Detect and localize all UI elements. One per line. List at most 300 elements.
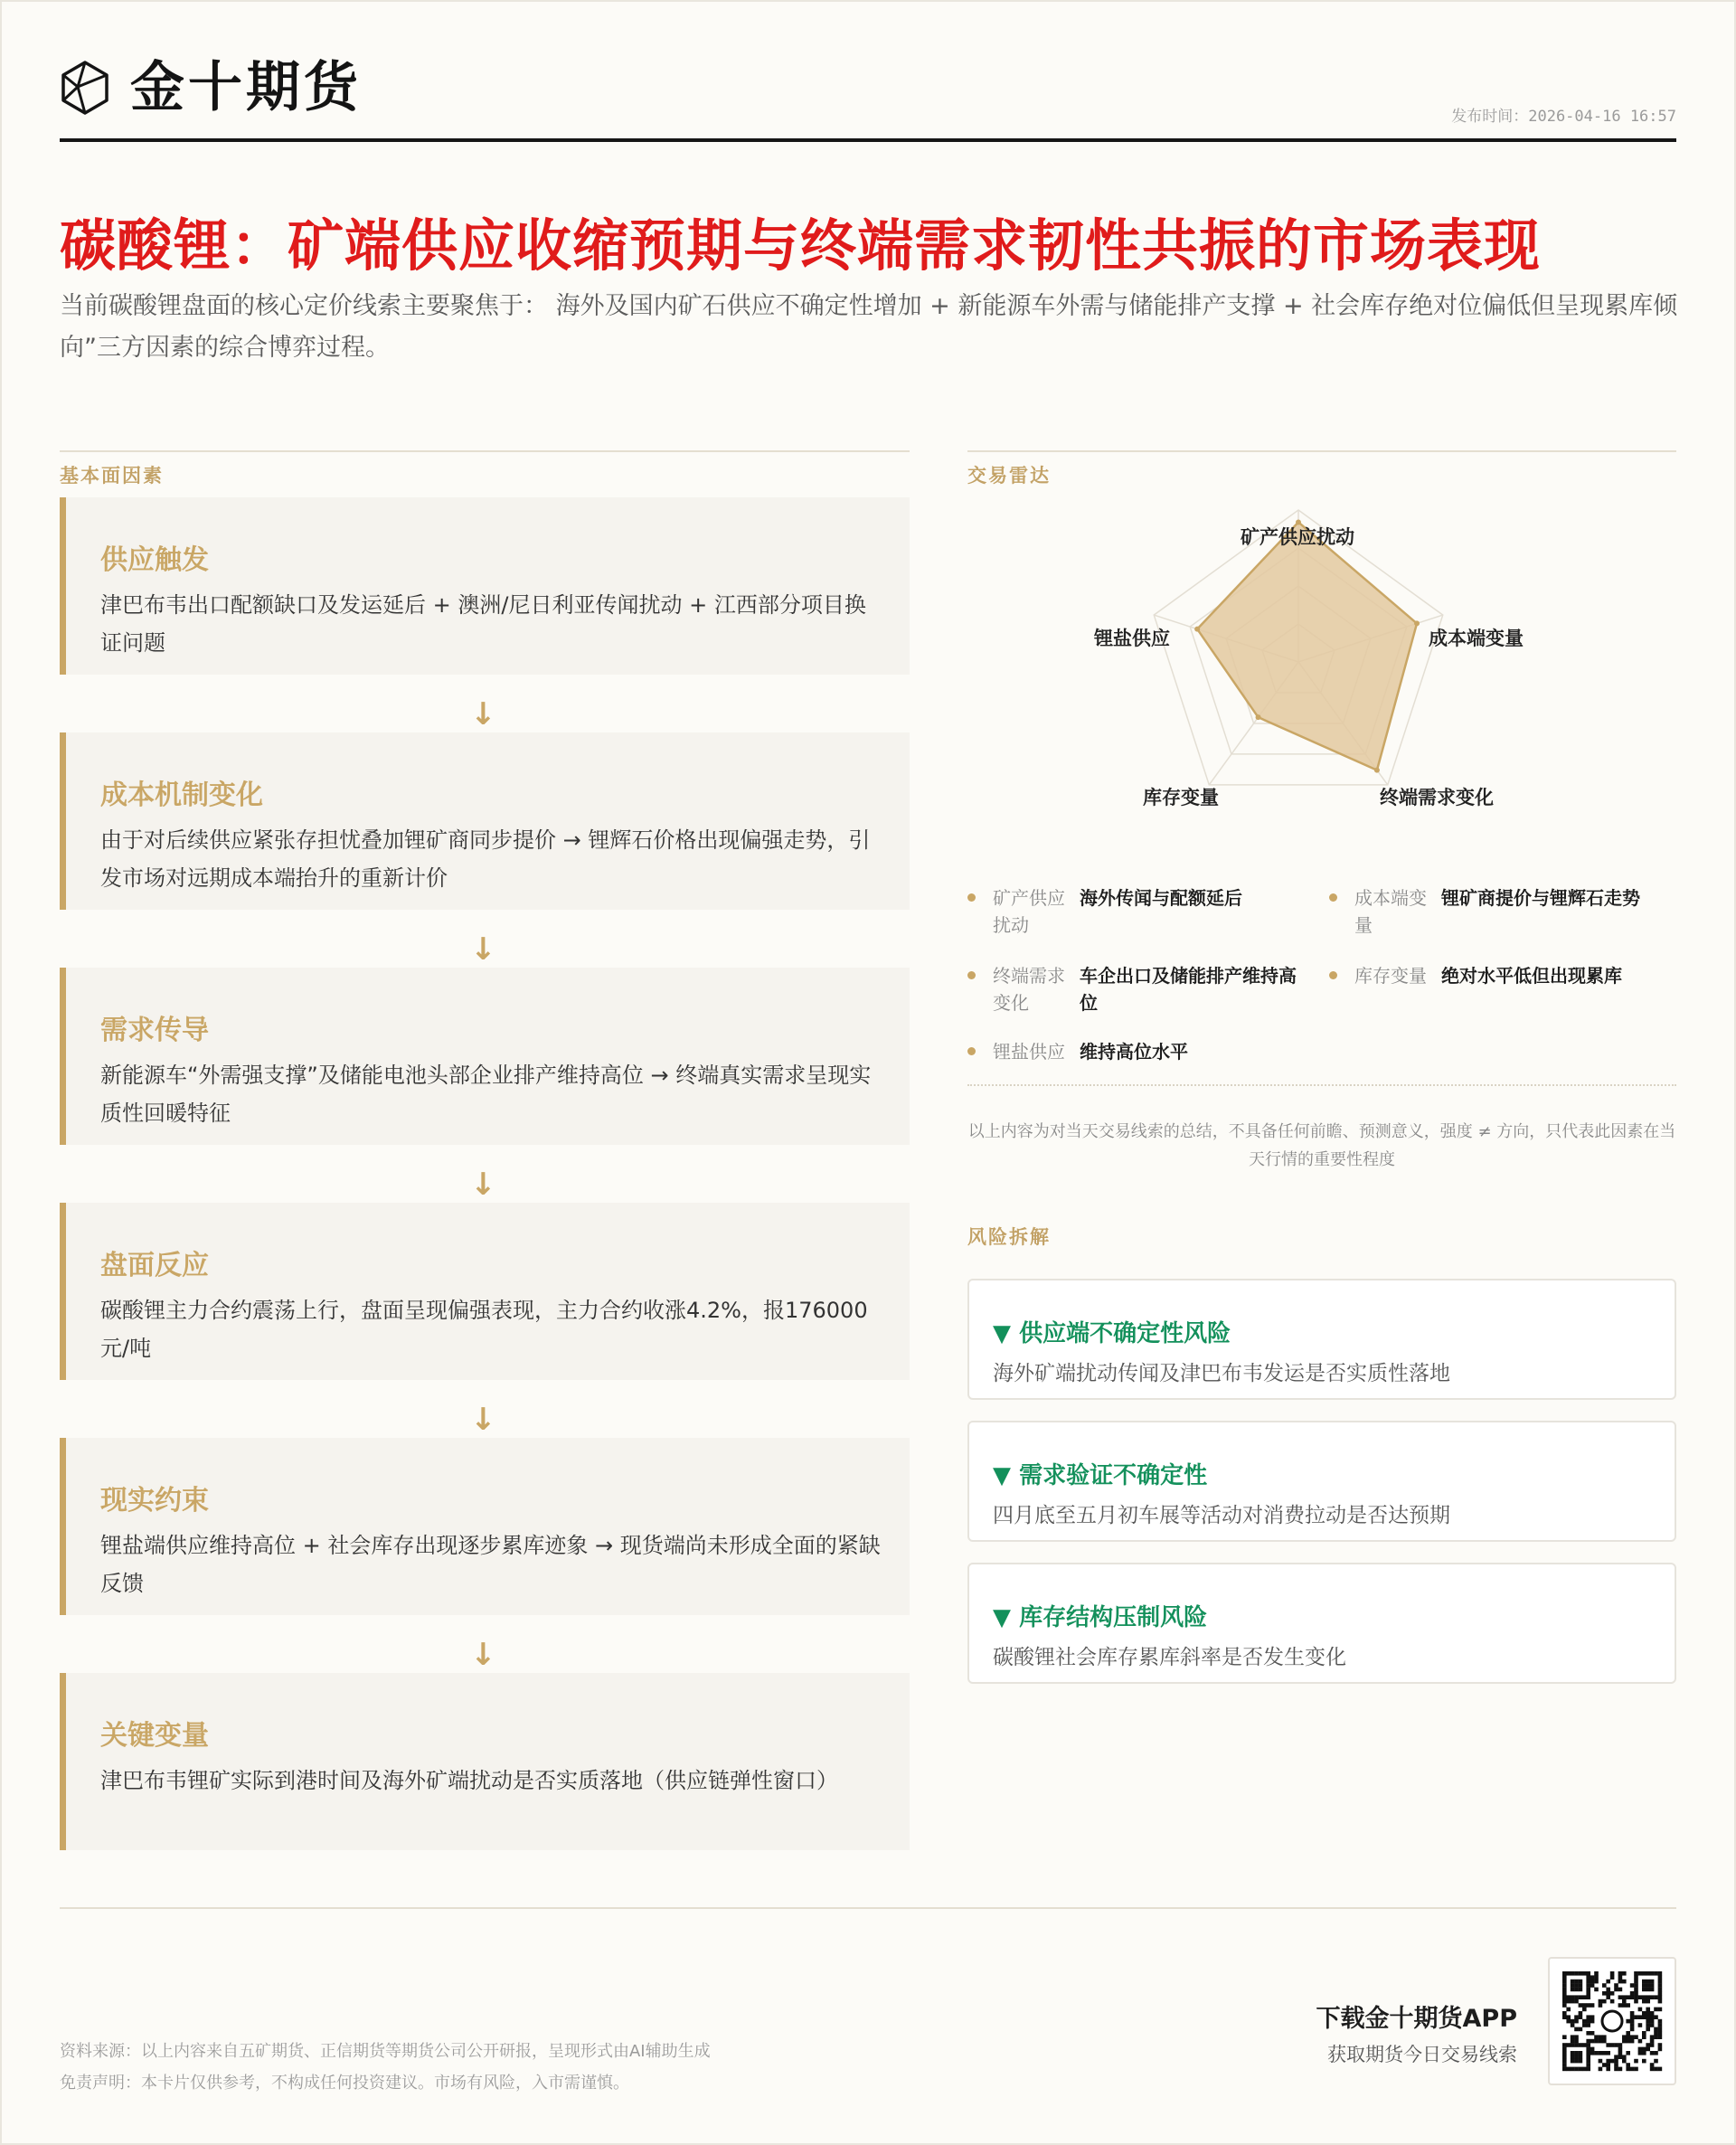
qr-module: [1574, 1995, 1579, 1999]
qr-module: [1634, 2035, 1638, 2039]
qr-module: [1590, 2019, 1595, 2024]
qr-module: [1574, 1999, 1579, 2004]
qr-module: [1579, 2067, 1583, 2072]
flow-arrow: ↓: [470, 931, 496, 968]
qr-module: [1574, 1988, 1579, 1992]
radar-heading: 交易雷达: [967, 465, 1051, 487]
qr-module: [1614, 2059, 1618, 2064]
header-divider: [60, 138, 1676, 142]
qr-module: [1571, 1988, 1575, 1992]
qr-module: [1626, 2003, 1630, 2008]
qr-module: [1646, 2015, 1650, 2019]
qr-module: [1618, 1975, 1623, 1980]
factor-body: 碳酸锂主力合约震荡上行，盘面呈现偏强表现，主力合约收涨4.2%，报176000元/吨: [100, 1298, 868, 1361]
qr-module: [1658, 2047, 1663, 2052]
legend-dot: [967, 893, 976, 902]
qr-module: [1610, 1971, 1615, 1976]
section-rule: [60, 450, 910, 452]
qr-module: [1626, 2063, 1630, 2067]
qr-module: [1630, 2023, 1635, 2027]
qr-module: [1618, 1988, 1623, 1992]
qr-module: [1586, 1975, 1590, 1980]
qr-module: [1566, 2067, 1571, 2072]
qr-module: [1594, 2035, 1599, 2039]
qr-module: [1606, 1988, 1610, 1992]
qr-module: [1566, 2015, 1571, 2019]
qr-module: [1582, 2003, 1587, 2008]
qr-module: [1562, 1988, 1567, 1992]
factor-card-cost: [60, 732, 910, 910]
qr-module: [1571, 2059, 1575, 2064]
qr-module: [1634, 1995, 1638, 1999]
legend-dot: [1329, 893, 1337, 902]
qr-module: [1606, 2051, 1610, 2055]
qr-module: [1579, 2055, 1583, 2059]
qr-module: [1654, 1995, 1658, 1999]
qr-module: [1606, 2063, 1610, 2067]
qr-module: [1646, 1995, 1650, 1999]
qr-module: [1566, 2019, 1571, 2024]
risk-body: 海外矿端扰动传闻及津巴布韦发运是否实质性落地: [993, 1362, 1450, 1385]
qr-module: [1658, 2027, 1663, 2032]
qr-module: [1562, 2059, 1567, 2064]
qr-module: [1582, 1995, 1587, 1999]
qr-module: [1579, 2003, 1583, 2008]
radar-axis-label: 成本端变量: [1429, 628, 1524, 649]
qr-module: [1650, 1980, 1655, 1984]
qr-module: [1606, 2059, 1610, 2064]
qr-module: [1630, 1995, 1635, 1999]
qr-module: [1614, 2055, 1618, 2059]
qr-module: [1638, 2047, 1643, 2052]
qr-module: [1574, 2059, 1579, 2064]
qr-module: [1590, 2047, 1595, 2052]
qr-module: [1642, 2031, 1646, 2036]
qr-module: [1562, 2015, 1567, 2019]
qr-module: [1618, 2003, 1623, 2008]
legend-value: 海外传闻与配额延后: [1080, 887, 1242, 909]
qr-module: [1626, 2039, 1630, 2044]
legend-key: 锂盐供应: [993, 1041, 1065, 1063]
qr-module: [1650, 2023, 1655, 2027]
qr-module: [1579, 2011, 1583, 2016]
qr-module: [1634, 1983, 1638, 1988]
qr-module: [1618, 2043, 1623, 2047]
qr-module: [1650, 2063, 1655, 2067]
qr-module: [1571, 2043, 1575, 2047]
risk-header: [967, 1223, 1676, 1255]
header: [60, 52, 1676, 141]
qr-module: [1642, 2015, 1646, 2019]
triangle-down-icon: ▼: [993, 1462, 1011, 1489]
flow-arrow: ↓: [470, 1637, 496, 1673]
qr-module: [1630, 2015, 1635, 2019]
qr-module: [1586, 1980, 1590, 1984]
qr-module: [1602, 2039, 1607, 2044]
qr-code-graphic: [1550, 1959, 1675, 2084]
qr-module: [1562, 2067, 1567, 2072]
risk-card: [967, 1279, 1676, 1400]
qr-module: [1642, 1995, 1646, 1999]
qr-module: [1646, 2043, 1650, 2047]
radar-chart: [967, 506, 1676, 832]
legend-key: 成本端变量: [1354, 887, 1427, 936]
factor-title: 供应触发: [100, 544, 209, 576]
qr-module: [1574, 2043, 1579, 2047]
qr-module: [1658, 1991, 1663, 1996]
qr-module: [1622, 2055, 1627, 2059]
legend-dot: [1329, 971, 1337, 979]
qr-module: [1658, 1988, 1663, 1992]
factor-title: 关键变量: [100, 1720, 209, 1752]
risk-card: [967, 1421, 1676, 1542]
footer-divider: [60, 1907, 1676, 1909]
qr-module: [1622, 1971, 1627, 1976]
qr-module: [1571, 1983, 1575, 1988]
qr-module: [1634, 2059, 1638, 2064]
qr-module: [1638, 2023, 1643, 2027]
qr-module: [1562, 1995, 1567, 1999]
qr-module: [1630, 2039, 1635, 2044]
factor-card-market: [60, 1203, 910, 1380]
qr-module: [1599, 2003, 1603, 2008]
qr-module: [1574, 2051, 1579, 2055]
qr-module: [1574, 2035, 1579, 2039]
qr-module: [1626, 2031, 1630, 2036]
section-rule: [967, 450, 1676, 452]
qr-module: [1634, 2067, 1638, 2072]
qr-module: [1574, 2015, 1579, 2019]
factor-card-constraint: [60, 1438, 910, 1615]
qr-module: [1658, 1971, 1663, 1976]
qr-module: [1638, 2039, 1643, 2044]
factor-title: 盘面反应: [100, 1250, 209, 1281]
qr-module: [1650, 2043, 1655, 2047]
qr-module: [1574, 2067, 1579, 2072]
qr-module: [1658, 2067, 1663, 2072]
qr-module: [1634, 1988, 1638, 1992]
qr-module: [1622, 2003, 1627, 2008]
qr-module: [1638, 2008, 1643, 2012]
qr-module: [1579, 2059, 1583, 2064]
qr-module: [1610, 2043, 1615, 2047]
qr-module: [1618, 2055, 1623, 2059]
qr-module: [1634, 1975, 1638, 1980]
qr-module: [1571, 2019, 1575, 2024]
qr-module: [1602, 1999, 1607, 2004]
qr-module: [1586, 1988, 1590, 1992]
qr-module: [1654, 2031, 1658, 2036]
qr-module: [1642, 2059, 1646, 2064]
qr-module: [1642, 2051, 1646, 2055]
qr-module: [1579, 1980, 1583, 1984]
risk-title-text: 需求验证不确定性: [1019, 1462, 1208, 1489]
qr-module: [1571, 1971, 1575, 1976]
qr-module: [1599, 2035, 1603, 2039]
qr-module: [1602, 1991, 1607, 1996]
qr-module: [1622, 2039, 1627, 2044]
disclaimer-note: 免责声明：本卡片仅供参考，不构成任何投资建议。市场有风险，入市需谨慎。: [60, 2074, 629, 2093]
qr-module: [1618, 1995, 1623, 1999]
qr-module: [1562, 2051, 1567, 2055]
radar-header: [967, 450, 1676, 487]
factor-body: 由于对后续供应紧张存担忧叠加锂矿商同步提价 → 锂辉石价格出现偏强走势，引发市场对远期成本端抬升的重新计价: [100, 827, 871, 891]
radar-data-point: [1256, 714, 1261, 720]
legend-value: 维持高位水平: [1080, 1041, 1188, 1063]
qr-module: [1658, 1999, 1663, 2004]
qr-module: [1562, 1991, 1567, 1996]
legend-key: 终端需求变化: [993, 965, 1065, 1014]
qr-module: [1566, 1999, 1571, 2004]
qr-module: [1658, 2008, 1663, 2012]
qr-module: [1634, 1999, 1638, 2004]
qr-module: [1562, 2047, 1567, 2052]
qr-module: [1642, 2011, 1646, 2016]
qr-module: [1586, 1995, 1590, 1999]
qr-module: [1638, 1995, 1643, 1999]
triangle-down-icon: ▼: [993, 1320, 1011, 1347]
radar-data-point: [1374, 768, 1380, 773]
qr-module: [1630, 1991, 1635, 1996]
qr-module: [1566, 1995, 1571, 1999]
qr-module: [1650, 1971, 1655, 1976]
qr-module: [1586, 2019, 1590, 2024]
qr-module: [1658, 1975, 1663, 1980]
radar-data-point: [1414, 620, 1420, 626]
legend-key: 库存变量: [1354, 965, 1427, 987]
qr-module: [1646, 1988, 1650, 1992]
qr-module: [1658, 1980, 1663, 1984]
qr-module: [1579, 1983, 1583, 1988]
publish-datetime: 2026-04-16 16:57: [1528, 108, 1676, 126]
qr-module: [1590, 2003, 1595, 2008]
qr-module: [1582, 2043, 1587, 2047]
qr-module: [1622, 1999, 1627, 2004]
qr-module: [1650, 1983, 1655, 1988]
legend-divider: [967, 1084, 1676, 1086]
qr-module: [1614, 1983, 1618, 1988]
risk-title: [993, 1457, 1207, 1490]
qr-module: [1638, 2015, 1643, 2019]
qr-module: [1650, 2051, 1655, 2055]
qr-module: [1586, 2039, 1590, 2044]
qr-module: [1586, 1983, 1590, 1988]
qr-module: [1630, 1983, 1635, 1988]
qr-module: [1586, 2031, 1590, 2036]
legend-value: 绝对水平低但出现累库: [1441, 965, 1622, 987]
qr-module: [1586, 2047, 1590, 2052]
qr-module: [1562, 1971, 1567, 1976]
qr-module: [1650, 2039, 1655, 2044]
qr-module: [1562, 2055, 1567, 2059]
risk-body: 碳酸锂社会库存累库斜率是否发生变化: [993, 1646, 1346, 1669]
qr-code-icon[interactable]: [1548, 1957, 1676, 2085]
qr-module: [1626, 2019, 1630, 2024]
factor-body: 锂盐端供应维持高位 + 社会库存出现逐步累库迹象 → 现货端尚未形成全面的紧缺反馈: [100, 1533, 881, 1596]
qr-module: [1654, 2015, 1658, 2019]
fundamentals-header: [60, 450, 910, 487]
qr-module: [1594, 2051, 1599, 2055]
qr-module: [1562, 1975, 1567, 1980]
qr-module: [1658, 2031, 1663, 2036]
qr-module: [1586, 2059, 1590, 2064]
qr-module: [1582, 2008, 1587, 2012]
flow-arrow: ↓: [470, 696, 496, 732]
qr-module: [1622, 1995, 1627, 1999]
qr-module: [1562, 2043, 1567, 2047]
qr-module: [1606, 1995, 1610, 1999]
factor-body: 新能源车“外需强支撑”及储能电池头部企业排产维持高位 → 终端真实需求呈现实质性回暖特征: [100, 1063, 872, 1126]
qr-center-logo: [1602, 2011, 1622, 2031]
qr-module: [1562, 2063, 1567, 2067]
qr-module: [1630, 2035, 1635, 2039]
qr-module: [1622, 1980, 1627, 1984]
qr-module: [1571, 2023, 1575, 2027]
qr-module: [1654, 2027, 1658, 2032]
risk-title-text: 库存结构压制风险: [1019, 1604, 1208, 1631]
qr-module: [1650, 2015, 1655, 2019]
qr-module: [1594, 1980, 1599, 1984]
qr-module: [1658, 1995, 1663, 1999]
qr-module: [1642, 1999, 1646, 2004]
qr-module: [1610, 2059, 1615, 2064]
qr-module: [1579, 2027, 1583, 2032]
legend-dot: [967, 971, 976, 979]
qr-module: [1586, 2051, 1590, 2055]
risk-card: [967, 1563, 1676, 1684]
qr-module: [1590, 1980, 1595, 1984]
qr-module: [1658, 2019, 1663, 2024]
qr-module: [1658, 1983, 1663, 1988]
qr-module: [1642, 1971, 1646, 1976]
qr-module: [1634, 1991, 1638, 1996]
risk-heading: 风险拆解: [967, 1226, 1051, 1248]
qr-module: [1646, 2023, 1650, 2027]
qr-module: [1638, 2051, 1643, 2055]
source-note: 资料来源：以上内容来自五矿期货、正信期货等期货公司公开研报，呈现形式由AI辅助生成: [60, 2042, 711, 2061]
triangle-down-icon: ▼: [993, 1604, 1011, 1631]
qr-module: [1650, 2067, 1655, 2072]
qr-module: [1618, 1971, 1623, 1976]
qr-module: [1654, 2067, 1658, 2072]
qr-module: [1571, 2051, 1575, 2055]
radar-axis-label: 库存变量: [1143, 787, 1219, 808]
qr-module: [1586, 2067, 1590, 2072]
radar-axis-label: 锂盐供应: [1094, 628, 1170, 649]
flow-arrow: ↓: [470, 1167, 496, 1203]
factor-body: 津巴布韦出口配额缺口及发运延后 + 澳洲/尼日利亚传闻扰动 + 江西部分项目换证问题: [100, 592, 866, 656]
app-download-title[interactable]: 下载金十期货APP: [1316, 2005, 1517, 2033]
qr-module: [1590, 2051, 1595, 2055]
qr-module: [1574, 2055, 1579, 2059]
qr-module: [1602, 1983, 1607, 1988]
qr-module: [1630, 2027, 1635, 2032]
factor-card-demand: [60, 968, 910, 1145]
qr-module: [1650, 2011, 1655, 2016]
qr-module: [1582, 1971, 1587, 1976]
qr-module: [1562, 2035, 1567, 2039]
legend-value: 车企出口及储能排产维持高位: [1080, 965, 1297, 1014]
qr-module: [1599, 2051, 1603, 2055]
qr-module: [1562, 2003, 1567, 2008]
qr-module: [1599, 2067, 1603, 2072]
publish-time: [1451, 103, 1676, 126]
qr-module: [1602, 2051, 1607, 2055]
factor-title: 现实约束: [100, 1485, 209, 1517]
qr-module: [1642, 1988, 1646, 1992]
qr-module: [1599, 2059, 1603, 2064]
qr-module: [1579, 1988, 1583, 1992]
qr-module: [1618, 2047, 1623, 2052]
qr-module: [1579, 2043, 1583, 2047]
qr-module: [1562, 1983, 1567, 1988]
qr-module: [1642, 1980, 1646, 1984]
qr-module: [1622, 2035, 1627, 2039]
qr-module: [1654, 1971, 1658, 1976]
qr-module: [1586, 2055, 1590, 2059]
qr-module: [1571, 1980, 1575, 1984]
qr-module: [1610, 1975, 1615, 1980]
qr-module: [1571, 1999, 1575, 2004]
qr-module: [1579, 1971, 1583, 1976]
qr-module: [1586, 2023, 1590, 2027]
qr-module: [1566, 2043, 1571, 2047]
qr-module: [1646, 1971, 1650, 1976]
qr-module: [1590, 1983, 1595, 1988]
qr-module: [1590, 2039, 1595, 2044]
qr-module: [1606, 2043, 1610, 2047]
qr-module: [1606, 2067, 1610, 2072]
qr-module: [1630, 2019, 1635, 2024]
qr-module: [1582, 2023, 1587, 2027]
qr-module: [1610, 1991, 1615, 1996]
qr-module: [1571, 2039, 1575, 2044]
qr-module: [1574, 1980, 1579, 1984]
qr-module: [1566, 2008, 1571, 2012]
qr-module: [1630, 2067, 1635, 2072]
qr-module: [1658, 2043, 1663, 2047]
qr-module: [1586, 1971, 1590, 1976]
legend-key: 矿产供应扰动: [993, 887, 1065, 936]
qr-module: [1610, 1999, 1615, 2004]
qr-module: [1650, 1988, 1655, 1992]
qr-module: [1571, 2055, 1575, 2059]
qr-module: [1590, 2031, 1595, 2036]
risk-title: [993, 1599, 1207, 1632]
app-download-subtitle: 获取期货今日交易线索: [1327, 2044, 1517, 2065]
qr-module: [1622, 2059, 1627, 2064]
qr-module: [1654, 2059, 1658, 2064]
factor-card-supply: [60, 497, 910, 675]
qr-module: [1586, 2043, 1590, 2047]
factor-title: 需求传导: [100, 1015, 209, 1046]
qr-module: [1638, 1971, 1643, 1976]
qr-module: [1646, 2011, 1650, 2016]
qr-module: [1586, 1991, 1590, 1996]
qr-module: [1574, 1983, 1579, 1988]
qr-module: [1654, 2051, 1658, 2055]
qr-module: [1646, 1980, 1650, 1984]
qr-module: [1654, 2035, 1658, 2039]
qr-module: [1602, 2035, 1607, 2039]
qr-module: [1626, 2051, 1630, 2055]
radar-axis-label: 矿产供应扰动: [1241, 526, 1354, 548]
qr-module: [1646, 2047, 1650, 2052]
qr-module: [1582, 2019, 1587, 2024]
qr-module: [1599, 2039, 1603, 2044]
qr-module: [1634, 1980, 1638, 1984]
qr-module: [1594, 1971, 1599, 1976]
